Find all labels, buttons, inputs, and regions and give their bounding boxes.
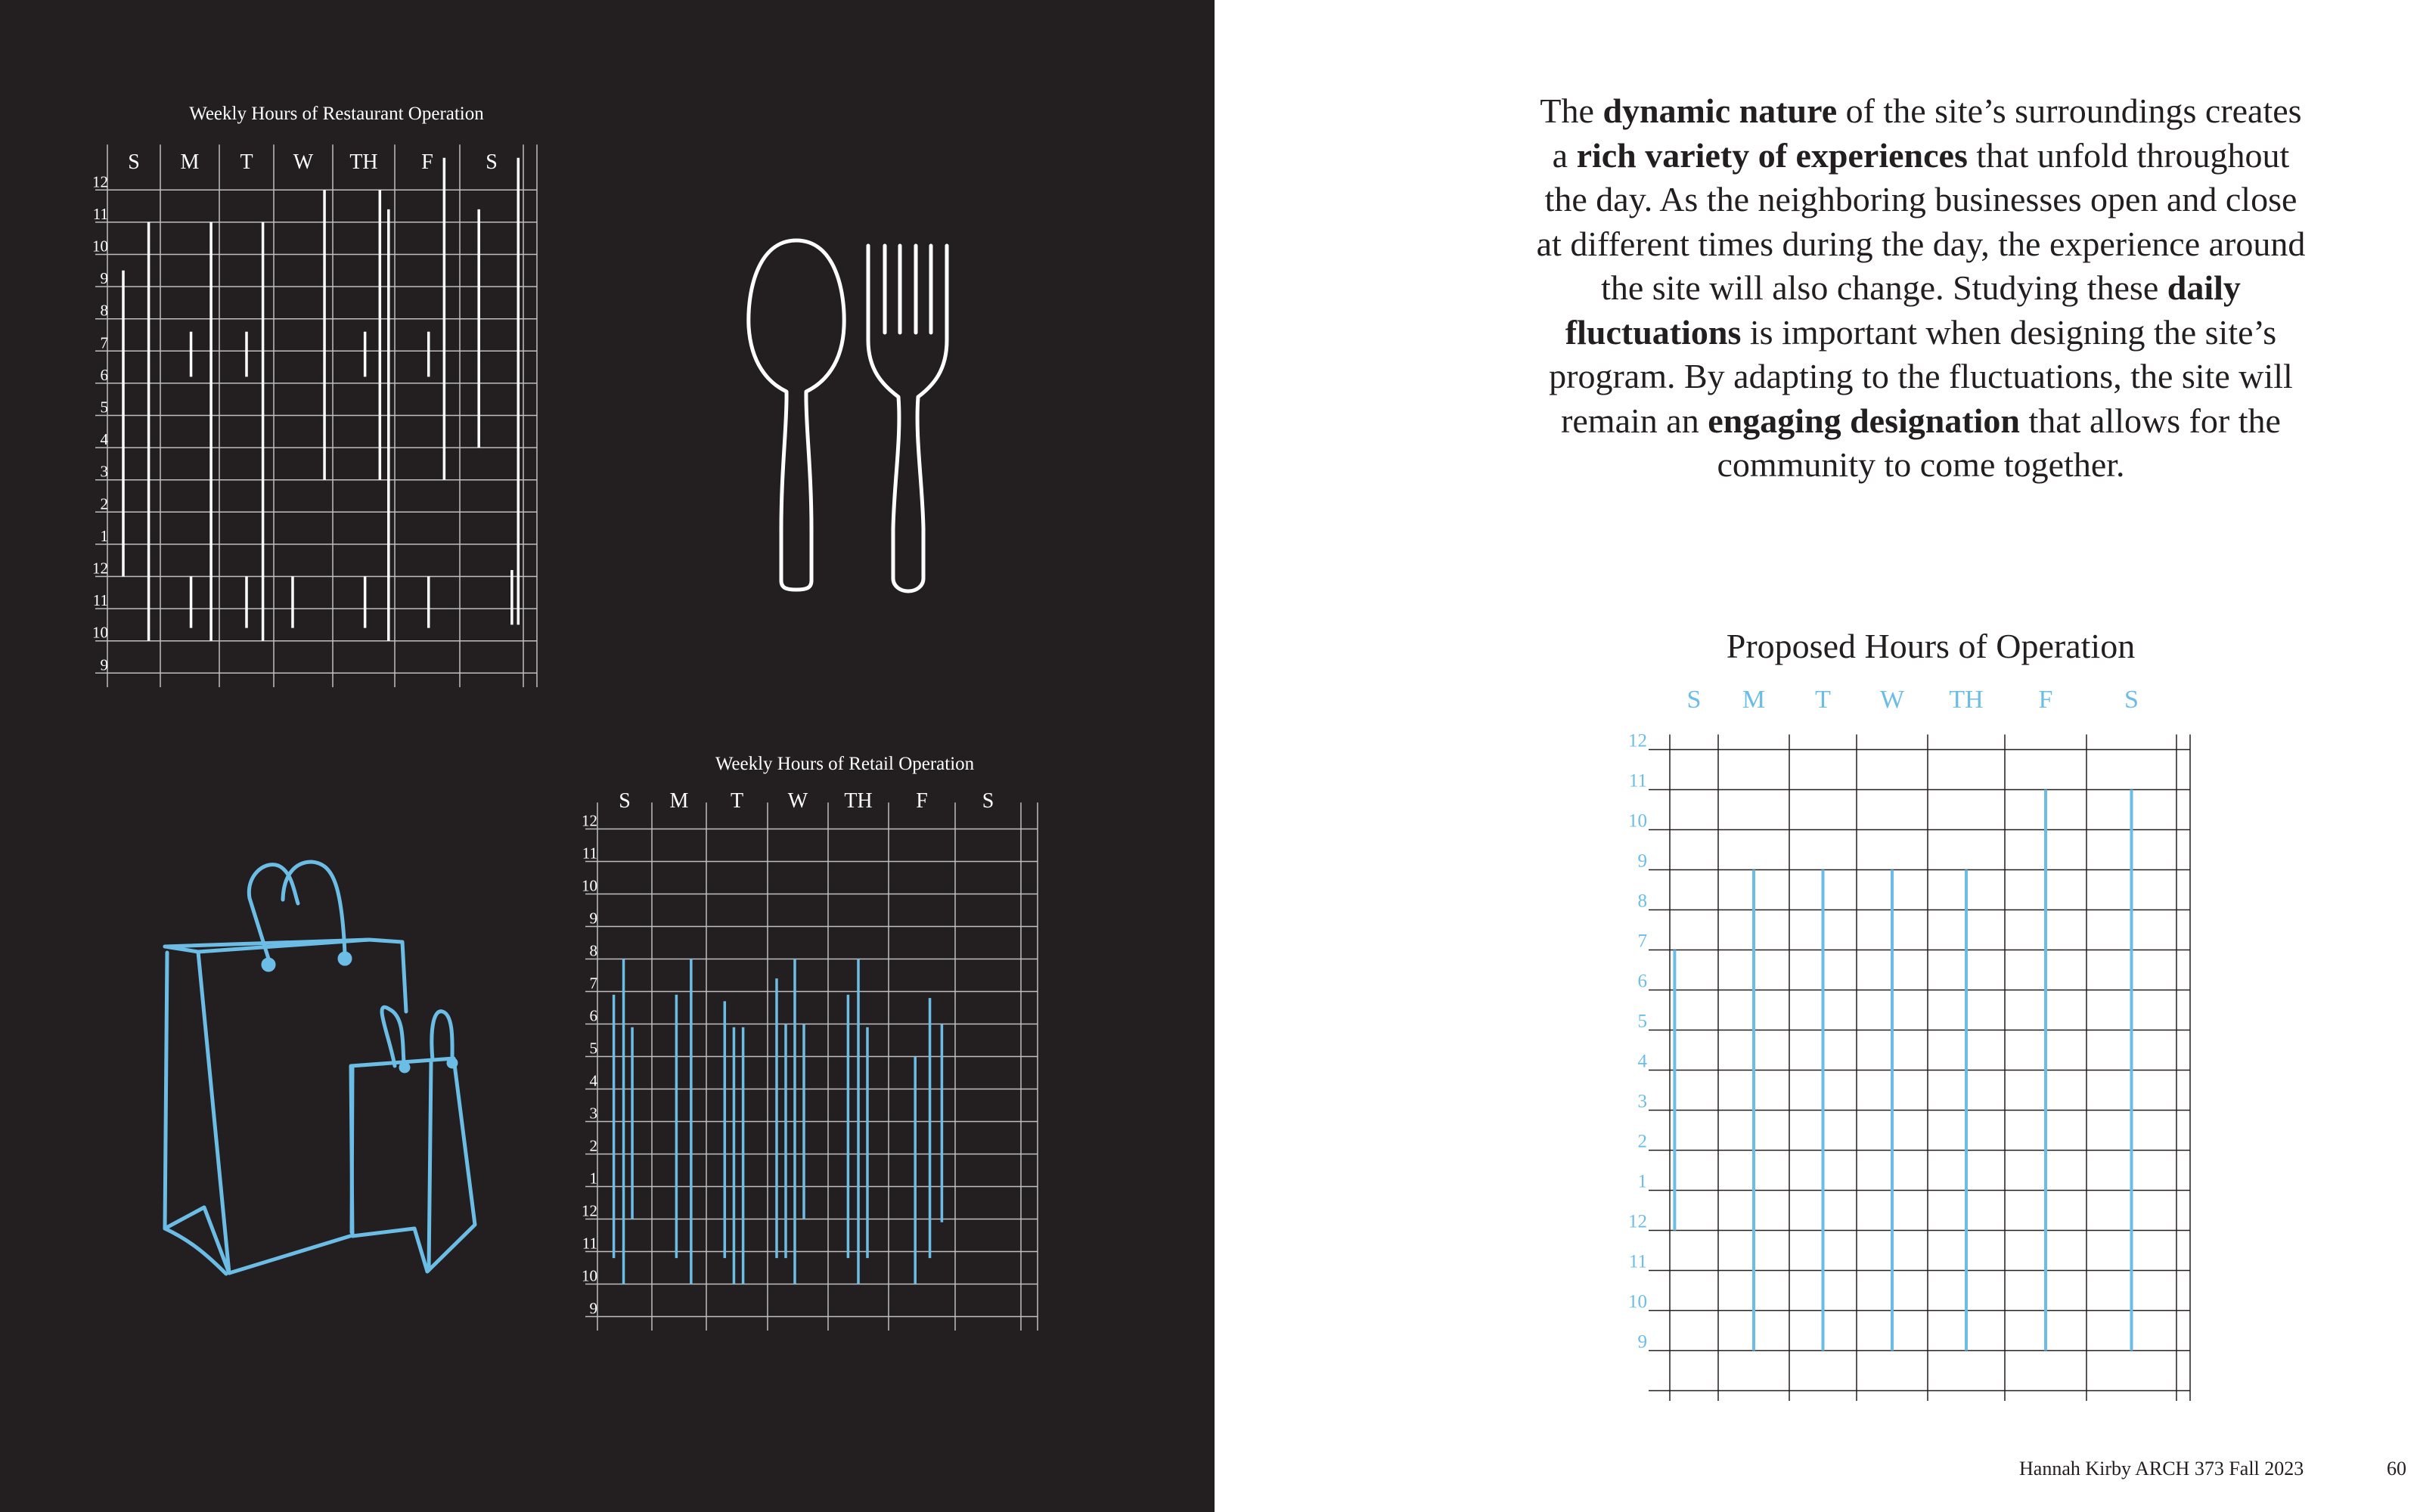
restaurant-day-label: TH <box>349 150 378 174</box>
proposed-hours-chart <box>1628 627 2190 1401</box>
retail-hour-label: 12 <box>582 1201 597 1220</box>
retail-hour-label: 2 <box>589 1136 597 1155</box>
restaurant-day-label: S <box>128 150 140 174</box>
restaurant-hour-label: 10 <box>92 623 108 642</box>
retail-hour-label: 10 <box>582 1266 597 1285</box>
restaurant-day-label: T <box>240 150 253 174</box>
shopping-bags-icon <box>165 862 475 1274</box>
body-text-emphasis: engaging designation <box>1708 401 2021 440</box>
proposed-hour-label: 5 <box>1637 1011 1647 1032</box>
retail-hour-label: 11 <box>582 1234 597 1253</box>
retail-hour-label: 3 <box>589 1104 597 1123</box>
restaurant-hour-label: 7 <box>100 333 108 352</box>
restaurant-hour-label: 5 <box>100 398 108 417</box>
retail-day-label: TH <box>844 789 873 813</box>
body-text-emphasis: daily fluctuations <box>1565 268 2241 352</box>
proposed-hour-label: 6 <box>1637 971 1647 992</box>
restaurant-hour-label: 10 <box>92 237 108 256</box>
restaurant-hour-label: 9 <box>100 655 108 674</box>
proposed-day-label: TH <box>1949 686 1984 714</box>
proposed-hour-label: 3 <box>1637 1091 1647 1112</box>
restaurant-hour-label: 3 <box>100 462 108 481</box>
proposed-hour-label: 11 <box>1628 1251 1647 1272</box>
spoon-fork-icon <box>749 240 947 591</box>
restaurant-hour-label: 8 <box>100 301 108 320</box>
restaurant-hour-label: 9 <box>100 269 108 288</box>
retail-hour-label: 5 <box>589 1039 597 1058</box>
proposed-hour-label: 2 <box>1637 1131 1647 1152</box>
retail-day-label: M <box>669 789 689 813</box>
restaurant-chart-title: Weekly Hours of Restaurant Operation <box>189 104 484 124</box>
retail-hour-label: 9 <box>589 1299 597 1318</box>
restaurant-day-label: S <box>486 150 498 174</box>
proposed-hour-label: 8 <box>1637 891 1647 912</box>
proposed-hour-label: 12 <box>1628 1211 1647 1232</box>
restaurant-day-label: F <box>421 150 433 174</box>
proposed-hour-label: 1 <box>1637 1171 1647 1192</box>
body-text-segment: The <box>1540 91 1603 130</box>
retail-hour-label: 9 <box>589 909 597 928</box>
body-text-segment: that allows for the community to come together. <box>1717 401 2281 484</box>
footer-credit: Hannah Kirby ARCH 373 Fall 2023 <box>2019 1458 2304 1479</box>
retail-hour-label: 11 <box>582 844 597 863</box>
retail-day-label: S <box>982 789 994 813</box>
retail-day-label: W <box>787 789 808 813</box>
intro-paragraph <box>1535 89 2307 488</box>
body-text-segment: of the site’s surroundings creates a <box>1552 91 2302 175</box>
restaurant-hour-label: 2 <box>100 494 108 513</box>
restaurant-day-label: M <box>180 150 200 174</box>
body-text-segment: that unfold throughout the day. As the neighboring businesses open and close at different times during the day, the experience around the site will also change. Studying these <box>1536 135 2306 307</box>
restaurant-hour-label: 4 <box>100 430 108 449</box>
proposed-hour-label: 7 <box>1637 931 1647 952</box>
retail-day-label: T <box>730 789 744 813</box>
restaurant-hours-chart <box>92 104 537 687</box>
proposed-hour-label: 4 <box>1637 1051 1647 1072</box>
proposed-hour-label: 9 <box>1637 1331 1647 1352</box>
proposed-day-label: S <box>2124 686 2139 714</box>
retail-hour-label: 12 <box>582 811 597 830</box>
proposed-day-label: F <box>2038 686 2053 714</box>
proposed-hour-label: 10 <box>1628 1291 1647 1312</box>
retail-day-label: S <box>619 789 631 813</box>
body-text-emphasis: dynamic nature <box>1602 91 1838 130</box>
restaurant-hour-label: 6 <box>100 365 108 384</box>
retail-hours-chart <box>582 754 1038 1331</box>
proposed-hour-label: 12 <box>1628 730 1647 751</box>
retail-hour-label: 1 <box>589 1169 597 1188</box>
body-text-emphasis: rich variety of experiences <box>1576 135 1968 175</box>
restaurant-hour-label: 12 <box>92 559 108 578</box>
retail-hour-label: 4 <box>589 1071 597 1090</box>
proposed-day-label: S <box>1686 686 1702 714</box>
restaurant-hour-label: 12 <box>92 172 108 191</box>
restaurant-day-label: W <box>293 150 314 174</box>
proposed-day-label: M <box>1742 686 1766 714</box>
body-text-segment: is important when designing the site’s program. By adapting to the fluctuations, the site will remain an <box>1549 312 2293 440</box>
restaurant-hour-label: 11 <box>92 591 108 610</box>
retail-hour-label: 7 <box>589 974 597 993</box>
proposed-day-label: W <box>1879 686 1905 714</box>
proposed-hour-label: 10 <box>1628 810 1647 832</box>
retail-hour-label: 10 <box>582 876 597 895</box>
proposed-hour-label: 11 <box>1628 770 1647 792</box>
retail-hour-label: 6 <box>589 1006 597 1025</box>
restaurant-hour-label: 1 <box>100 526 108 545</box>
restaurant-hour-label: 11 <box>92 204 108 223</box>
retail-chart-title: Weekly Hours of Retail Operation <box>715 754 975 774</box>
proposed-day-label: T <box>1815 686 1831 714</box>
page-number: 60 <box>2387 1458 2406 1479</box>
proposed-chart-title: Proposed Hours of Operation <box>1726 627 2136 665</box>
retail-hour-label: 8 <box>589 941 597 960</box>
proposed-hour-label: 9 <box>1637 850 1647 872</box>
retail-day-label: F <box>916 789 928 813</box>
